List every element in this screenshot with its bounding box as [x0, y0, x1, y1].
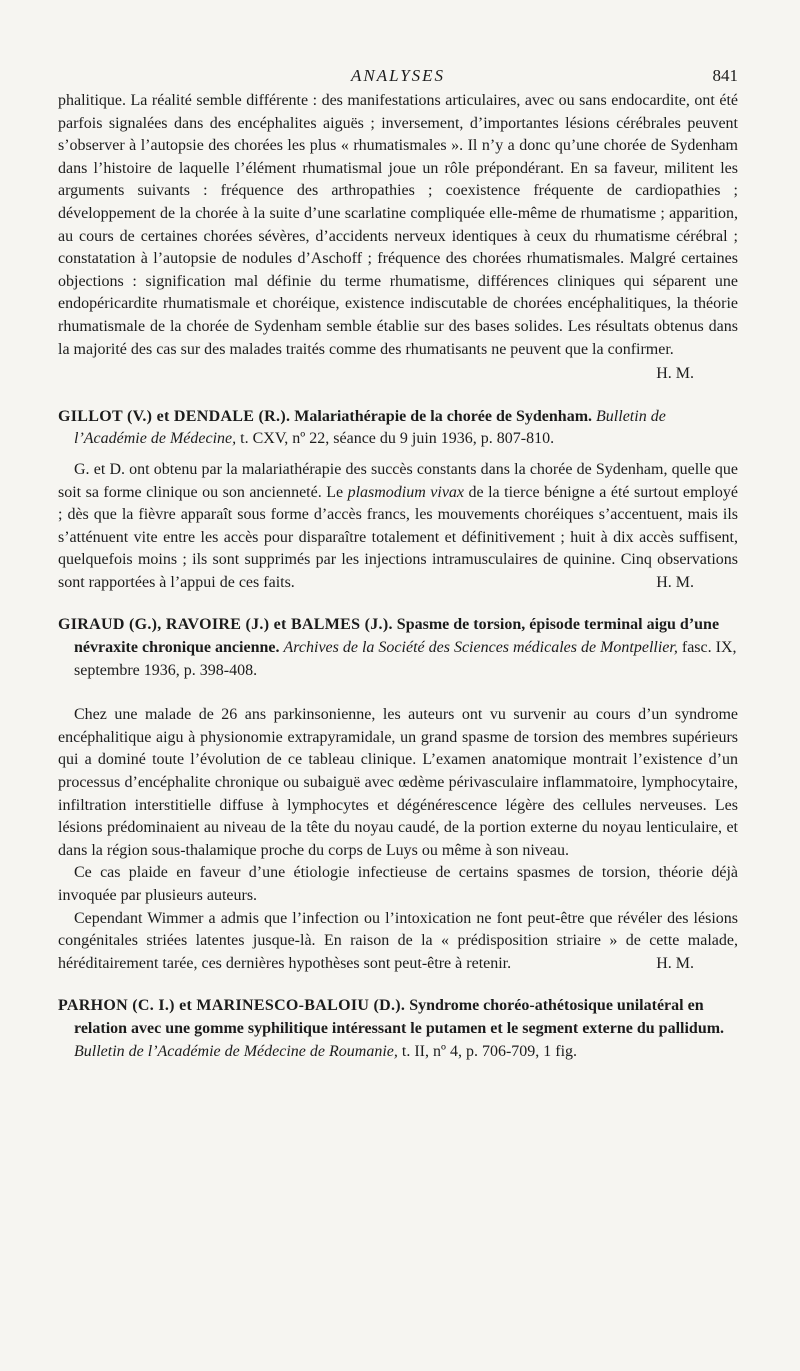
text-column	[58, 90, 738, 1071]
text-run: Cependant Wimmer a admis que l’infection ou l’intoxication ne font peut-être que révéler des lésions congénitales striées latentes jusque-là. En raison de la « prédisposition striaire » de cette malade, héréditairement tarée, ces dernières hypothèses sont peut-être à retenir.	[58, 909, 738, 972]
article-details: t. CXV, nº 22, séance du 9 juin 1936, p. 807-810.	[240, 430, 555, 448]
article-parhon-marinesco	[58, 995, 738, 1063]
signature: H. M.	[656, 573, 694, 591]
article-title: Malariathérapie de la chorée de Sydenham.	[294, 407, 593, 425]
article-source: Bulletin de l’Académie de Médecine,	[74, 407, 666, 448]
running-header	[58, 62, 738, 90]
article-giraud-ravoire-balmes	[58, 614, 738, 975]
article-authors: PARHON (C. I.) et MARINESCO-BALOIU (D.).	[58, 997, 406, 1015]
article-details: fasc. IX, septembre 1936, p. 398-408.	[74, 639, 737, 679]
italic-term: plasmodium vivax	[347, 483, 465, 501]
article-source: Archives de la Société des Sciences médicales de Montpellier,	[283, 639, 678, 657]
paragraph: Ce cas plaide en faveur d’une étiologie infectieuse de certains spasmes de torsion, théorie déjà invoquée par plusieurs auteurs.	[58, 864, 738, 904]
article-reference	[58, 995, 738, 1063]
paragraph	[58, 459, 738, 595]
article-gillot-dendale	[58, 406, 738, 595]
article-authors: GIRAUD (G.), RAVOIRE (J.) et BALMES (J.).	[58, 616, 393, 634]
paragraph: Chez une malade de 26 ans parkinsonienne, les auteurs ont vu survenir au cours d’un syndrome encéphalitique aigu à physionomie extrapyramidale, un grand spasme de torsion des membres supérieurs qui a dominé toute l’évolution de ce tableau clinique. L’examen anatomique montrait l’existence d’un processus d’encéphalite chronique ou subaiguë avec œdème périvasculaire inflammatoire, lymphocytaire, infiltration interstitielle diffuse à lymphocytes et dégénérescence légère des cellules nerveuses. Les lésions prédominaient au niveau de la tête du noyau caudé, de la portion externe du noyau lenticulaire, et dans la région sous-thalamique proche du corps de Luys ou même à son niveau.	[58, 706, 738, 859]
running-title: ANALYSES	[350, 66, 446, 85]
paragraph: phalitique. La réalité semble différente : des manifestations articulaires, avec ou sans endocardite, ont été parfois signalées dans des encéphalites aiguës ; inversement, d’importantes lésions cérébrales peuvent s’observer à l’autopsie des chorées les plus « rhumatismales ». Il n’y a donc qu’une chorée de Sydenham dans l’histoire de laquelle l’élément rhumatismal joue un rôle prépondérant. En sa faveur, militent les arguments suivants : fréquence des arthropathies ; coexistence fréquente de cardiopathies ; développement de la chorée à la suite d’une scarlatine compliquée elle-même de rhumatisme ; apparition, au cours de certaines chorées sévères, d’accidents nerveux identiques à ceux du rhumatisme cérébral ; constatation à l’autopsie de nodules d’Aschoff ; fréquence des chorées rhumatismales. Malgré certaines objections : signification mal définie du terme rhumatisme, différences cliniques qui séparent une endopéricardite rhumatismale et choréique, existence indiscutable de chorées encéphalitiques, la théorie rhumatismale de la chorée de Sydenham semble établie sur des bases solides. Les résultats obtenus dans la majorité des cas sur des malades traités comme des rhumatisants ne peuvent que la confirmer.	[58, 92, 738, 358]
article-title: Syndrome choréo-athétosique unilatéral en relation avec une gomme syphilitique intéressant le putamen et le segment externe du pallidum.	[74, 997, 725, 1037]
previous-article-continuation	[58, 90, 738, 386]
signature: H. M.	[656, 365, 694, 383]
signature: H. M.	[656, 954, 694, 972]
article-title: Spasme de torsion, épisode terminal aigu d’une névraxite chronique ancienne.	[74, 616, 720, 657]
article-source: Bulletin de l’Académie de Médecine de Roumanie,	[74, 1042, 398, 1060]
text-run: de la tierce bénigne a été surtout employé ; dès que la fièvre apparaît sous forme d’accès francs, les mouvements choréiques s’accentuent, mais ils s’atténuent vite entre les accès pour disparaître totalement et définitivement ; huit à dix accès suffisent, quelquefois moins ; ils sont supprimés par les injections intramusculaires de quinine. Cinq observations sont rapportées à l’appui de ces faits.	[58, 483, 739, 591]
paragraph	[58, 908, 738, 976]
article-reference	[58, 614, 738, 682]
article-authors: GILLOT (V.) et DENDALE (R.).	[58, 407, 291, 425]
article-reference	[58, 406, 738, 451]
article-details: t. II, nº 4, p. 706-709, 1 fig.	[401, 1042, 578, 1060]
page-number: 841	[712, 66, 738, 85]
text-run: G. et D. ont obtenu par la malariathérapie des succès constants dans la chorée de Sydenham, quelle que soit sa forme clinique ou son ancienneté. Le	[58, 460, 738, 501]
